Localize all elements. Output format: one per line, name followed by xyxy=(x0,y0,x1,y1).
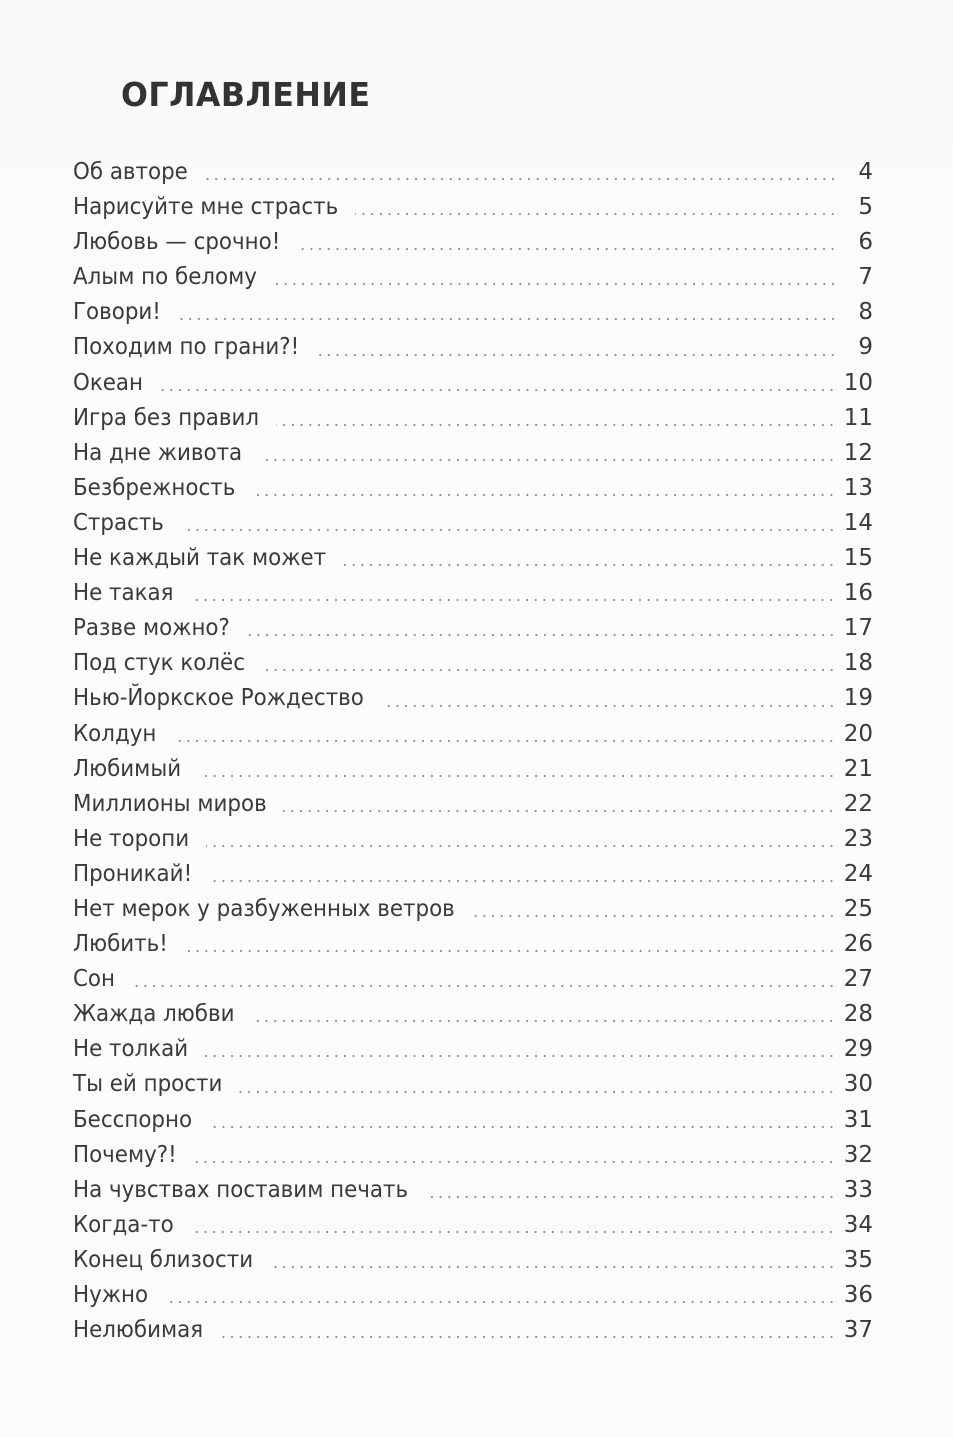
toc-entry[interactable] xyxy=(73,1313,873,1348)
toc-entry[interactable] xyxy=(73,857,873,892)
toc-entry-page-number: 5 xyxy=(858,194,873,221)
dot-leader xyxy=(206,845,836,847)
toc-entry-title: Говори! xyxy=(73,299,161,326)
toc-entry-page-number: 34 xyxy=(843,1211,873,1238)
toc-entry[interactable] xyxy=(73,1103,873,1138)
dot-leader xyxy=(252,494,836,496)
toc-entry-title: Любить! xyxy=(73,931,168,958)
toc-entry-page-number: 28 xyxy=(843,1001,873,1028)
dot-leader xyxy=(198,775,836,777)
dot-leader xyxy=(185,950,836,952)
dot-leader xyxy=(160,389,836,391)
toc-entry[interactable] xyxy=(73,225,873,260)
toc-entry-page-number: 4 xyxy=(858,159,873,185)
dot-leader xyxy=(343,564,836,566)
toc-entry-page-number: 17 xyxy=(843,615,873,642)
toc-entry[interactable] xyxy=(73,1067,873,1102)
toc-entry-page-number: 21 xyxy=(843,755,873,782)
toc-entry-page-number: 26 xyxy=(843,931,873,958)
toc-entry[interactable] xyxy=(73,787,873,822)
page-title: ОГЛАВЛЕНИЕ xyxy=(121,75,371,114)
toc-entry[interactable] xyxy=(73,822,873,857)
toc-entry[interactable] xyxy=(73,1278,873,1313)
toc-entry-page-number: 35 xyxy=(843,1246,873,1273)
toc-entry-page-number: 32 xyxy=(843,1141,873,1168)
toc-entry-page-number: 22 xyxy=(843,790,873,817)
toc-entry-page-number: 13 xyxy=(843,474,873,501)
dot-leader xyxy=(381,705,836,707)
toc-entry-title: Нелюбимая xyxy=(73,1317,204,1344)
toc-entry-title: Колдун xyxy=(73,720,157,747)
toc-entry-page-number: 6 xyxy=(858,229,873,256)
toc-entry-page-number: 12 xyxy=(843,439,873,466)
dot-leader xyxy=(283,810,835,812)
toc-entry-page-number: 15 xyxy=(843,545,873,572)
toc-entry[interactable] xyxy=(73,366,873,401)
toc-entry-title: На дне живота xyxy=(73,439,243,466)
dot-leader xyxy=(193,1161,835,1163)
toc-entry[interactable] xyxy=(73,752,873,787)
toc-entry-title: Жажда любви xyxy=(73,1001,235,1028)
toc-entry[interactable] xyxy=(73,471,873,506)
toc-entry-page-number: 33 xyxy=(843,1176,873,1203)
toc-entry-title: Бесспорно xyxy=(73,1106,193,1133)
toc-entry[interactable] xyxy=(73,997,873,1032)
toc-entry[interactable] xyxy=(73,295,873,330)
dot-leader xyxy=(270,1266,836,1268)
dot-leader xyxy=(274,283,837,285)
toc-entry[interactable] xyxy=(73,260,873,295)
dot-leader xyxy=(190,1231,835,1233)
toc-entry-title: Любимый xyxy=(73,755,182,782)
toc-entry-page-number: 18 xyxy=(843,650,873,677)
toc-entry-page-number: 10 xyxy=(843,369,873,396)
dot-leader xyxy=(165,1301,836,1303)
toc-entry-page-number: 24 xyxy=(843,860,873,887)
dot-leader xyxy=(205,178,837,180)
toc-entry-title: Океан xyxy=(73,369,144,396)
dot-leader xyxy=(220,1336,836,1338)
dot-leader xyxy=(251,1020,836,1022)
toc-entry-page-number: 9 xyxy=(858,334,873,361)
toc-entry-title: Конец близости xyxy=(73,1246,254,1273)
toc-entry[interactable] xyxy=(73,330,873,365)
toc-entry-title: Когда-то xyxy=(73,1211,174,1238)
toc-entry-title: Проникай! xyxy=(73,860,193,887)
toc-entry-title: Страсть xyxy=(73,509,164,536)
toc-entry-title: Сон xyxy=(73,966,116,993)
dot-leader xyxy=(276,424,836,426)
toc-entry[interactable] xyxy=(73,1032,873,1067)
dot-leader xyxy=(178,318,837,320)
toc-entry-title: Нужно xyxy=(73,1282,149,1308)
toc-entry[interactable] xyxy=(73,1243,873,1278)
toc-entry-title: На чувствах поставим печать xyxy=(73,1176,409,1203)
toc-entry-title: Об авторе xyxy=(73,159,188,185)
toc-entry-title: Алым по белому xyxy=(73,264,257,291)
toc-entry[interactable] xyxy=(73,1138,873,1173)
toc-entry[interactable] xyxy=(73,717,873,752)
toc-entry[interactable] xyxy=(73,541,873,576)
toc-entry-page-number: 19 xyxy=(843,685,873,712)
dot-leader xyxy=(181,529,836,531)
toc-entry-page-number: 27 xyxy=(843,966,873,993)
toc-entry[interactable] xyxy=(73,1208,873,1243)
toc-entry-page-number: 16 xyxy=(843,580,873,607)
dot-leader xyxy=(132,985,836,987)
toc-entry-page-number: 30 xyxy=(843,1071,873,1098)
dot-leader xyxy=(173,740,836,742)
dot-leader xyxy=(259,459,836,461)
toc-entry[interactable] xyxy=(73,155,873,190)
dot-leader xyxy=(239,1091,836,1093)
toc-entry-title: Под стук колёс xyxy=(73,650,245,677)
dot-leader xyxy=(209,1126,836,1128)
toc-entry[interactable] xyxy=(73,190,873,225)
dot-leader xyxy=(205,1055,836,1057)
table-of-contents xyxy=(73,155,873,1348)
toc-entry-page-number: 20 xyxy=(843,720,873,747)
toc-entry-title: Почему?! xyxy=(73,1141,177,1168)
dot-leader xyxy=(262,669,836,671)
toc-entry-title: Нью-Йоркское Рождество xyxy=(73,685,364,712)
toc-entry[interactable] xyxy=(73,1173,873,1208)
dot-leader xyxy=(355,213,837,215)
dot-leader xyxy=(425,1196,836,1198)
toc-entry-page-number: 11 xyxy=(843,404,873,431)
toc-entry-title: Любовь — срочно! xyxy=(73,229,281,256)
toc-entry-title: Нарисуйте мне страсть xyxy=(73,194,339,221)
toc-entry-page-number: 29 xyxy=(843,1036,873,1063)
toc-entry-page-number: 23 xyxy=(843,825,873,852)
toc-entry-page-number: 36 xyxy=(843,1282,873,1308)
toc-entry[interactable] xyxy=(73,646,873,681)
toc-entry[interactable] xyxy=(73,962,873,997)
toc-entry-page-number: 8 xyxy=(858,299,873,326)
toc-entry[interactable] xyxy=(73,576,873,611)
toc-entry-page-number: 31 xyxy=(843,1106,873,1133)
toc-entry[interactable] xyxy=(73,927,873,962)
toc-entry-page-number: 14 xyxy=(843,509,873,536)
toc-entry-title: Нет мерок у разбуженных ветров xyxy=(73,895,455,922)
toc-entry-title: Безбрежность xyxy=(73,474,236,501)
toc-entry-page-number: 7 xyxy=(858,264,873,291)
toc-entry-title: Ты ей прости xyxy=(73,1071,223,1098)
toc-entry-page-number: 37 xyxy=(843,1317,873,1344)
toc-entry-title: Миллионы миров xyxy=(73,790,267,817)
dot-leader xyxy=(472,915,836,917)
toc-entry[interactable] xyxy=(73,401,873,436)
toc-entry-title: Не толкай xyxy=(73,1036,189,1063)
toc-entry[interactable] xyxy=(73,681,873,716)
toc-entry[interactable] xyxy=(73,892,873,927)
toc-entry-title: Не торопи xyxy=(73,825,190,852)
dot-leader xyxy=(316,354,837,356)
dot-leader xyxy=(297,248,837,250)
toc-entry-title: Не каждый так может xyxy=(73,545,327,572)
toc-entry-title: Игра без правил xyxy=(73,404,260,431)
dot-leader xyxy=(247,634,836,636)
toc-entry-title: Походим по грани?! xyxy=(73,334,300,361)
toc-entry[interactable] xyxy=(73,506,873,541)
toc-entry-title: Разве можно? xyxy=(73,615,230,642)
toc-entry[interactable] xyxy=(73,611,873,646)
dot-leader xyxy=(209,880,836,882)
toc-entry[interactable] xyxy=(73,436,873,471)
dot-leader xyxy=(190,599,835,601)
toc-entry-page-number: 25 xyxy=(843,895,873,922)
toc-entry-title: Не такая xyxy=(73,580,174,607)
